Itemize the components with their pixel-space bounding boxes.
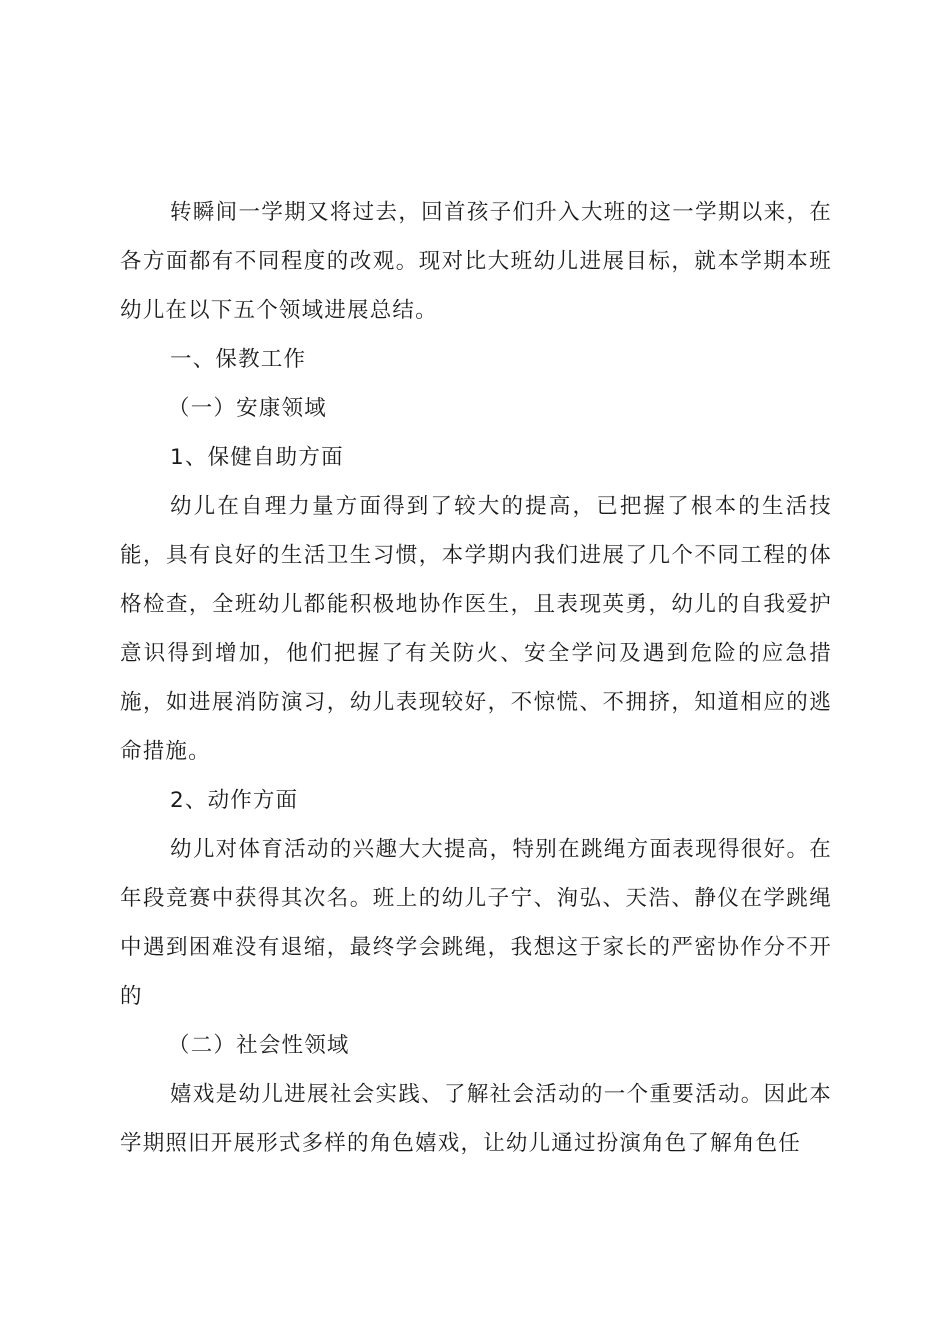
section-heading-education-work: 一、保教工作 bbox=[170, 347, 307, 372]
subsection-heading-social: （二）社会性领域 bbox=[168, 1033, 350, 1058]
subsection-heading-health: （一）安康领域 bbox=[168, 396, 327, 421]
document-body bbox=[120, 188, 832, 1168]
paragraph-intro: 转瞬间一学期又将过去，回首孩子们升入大班的这一学期以来，在各方面都有不同程度的改观。现对比大班幼儿进展目标，就本学期本班幼儿在以下五个领域进展总结。 bbox=[120, 200, 832, 323]
paragraph-movement: 幼儿对体育活动的兴趣大大提高，特别在跳绳方面表现得很好。在年段竞赛中获得其次名。班上的幼儿子宁、洵弘、天浩、静仪在学跳绳中遇到困难没有退缩，最终学会跳绳，我想这于家长的严密协作分不开的 bbox=[120, 837, 832, 1009]
paragraph-self-care: 幼儿在自理力量方面得到了较大的提高，已把握了根本的生活技能，具有良好的生活卫生习惯，本学期内我们进展了几个不同工程的体格检查，全班幼儿都能积极地协作医生，且表现英勇，幼儿的自我爱护意识得到增加，他们把握了有关防火、安全学问及遇到危险的应急措施，如进展消防演习，幼儿表现较好，不惊慌、不拥挤，知道相应的逃命措施。 bbox=[120, 494, 832, 764]
paragraph-social: 嬉戏是幼儿进展社会实践、了解社会活动的一个重要活动。因此本学期照旧开展形式多样的角色嬉戏，让幼儿通过扮演角色了解角色任 bbox=[120, 1082, 832, 1156]
item-heading-self-care: 1、保健自助方面 bbox=[170, 445, 344, 470]
item-heading-movement: 2、动作方面 bbox=[170, 788, 299, 813]
